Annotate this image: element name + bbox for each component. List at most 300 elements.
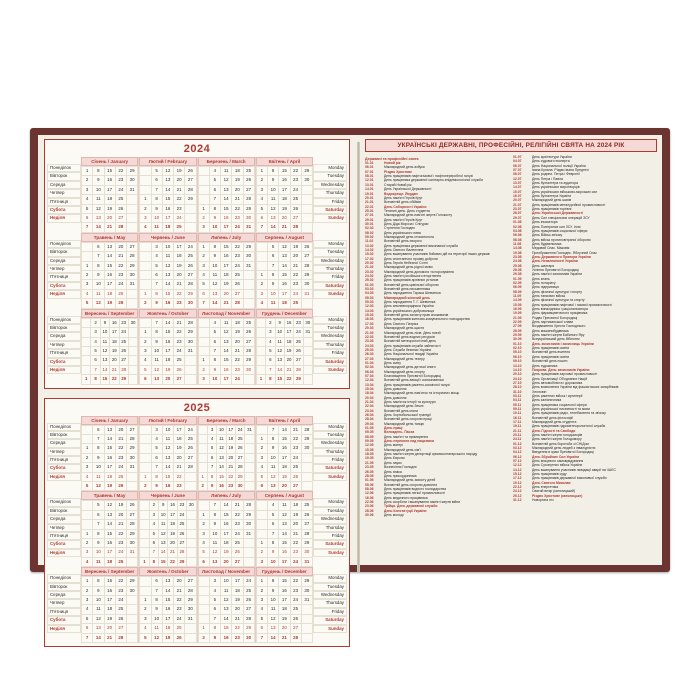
calendar-day-cell: 6 [266,356,275,365]
calendar-day-cell: 26 [185,167,196,176]
calendar-day-cell [187,548,196,557]
calendar-day-cell: 29 [294,375,303,384]
calendar-day-cell: 4 [140,356,151,365]
holiday-name: День Національної поліції України [532,163,586,168]
calendar-day-cell: 3 [198,223,209,232]
calendar-day-cell: 22 [115,261,126,270]
calendar-day-cell: 18 [162,356,173,365]
calendar-day-cell: 28 [127,252,138,261]
holiday-name: Новий рік [384,161,401,166]
holiday-date: 16.07 [513,194,522,199]
calendar-day-cell: 13 [162,176,173,185]
calendar-day-cell: 17 [110,328,119,337]
calendar-day-cell: 2 [140,481,151,490]
calendar-day-cell: 28 [232,299,243,308]
calendar-day-cell: 14 [162,185,173,194]
calendar-day-cell: 24 [119,328,128,337]
calendar-day-cell: 20 [232,185,243,194]
holiday-name: Всесвітній день пошти [532,359,568,364]
holidays-title: УКРАЇНСЬКІ ДЕРЖАВНІ, ПРОФЕСІЙНІ, РЕЛІГІЙНІ СВЯТА НА 2024 РІК [365,139,657,152]
calendar-day-cell: 11 [221,167,232,176]
calendar-day-cell: 12 [279,510,290,519]
calendar-day-cell: 9 [151,337,162,346]
calendar-day-cell: 24 [290,453,301,462]
calendar-day-cell [243,299,254,308]
calendar-day-cell: 17 [174,242,185,251]
calendar-day-cell: 24 [174,614,185,623]
calendar-day-cell [245,444,254,453]
calendar-day-cell: 27 [243,337,254,346]
calendar-day-cell: 1 [256,577,267,586]
calendar-day-cell: 26 [185,261,196,270]
holiday-date: 12.07 [513,176,522,181]
calendar-day-cell: 13 [221,185,232,194]
holiday-name: День скорботи і вшанування пам'яті жертв війни [384,499,460,504]
holiday-name: День медичного працівника [384,495,428,500]
holiday-date: 11.09 [513,294,522,298]
calendar-day-cell: 3 [266,328,275,337]
holiday-name: День Сил спеціальних операцій ЗСУ [532,215,590,220]
weekday-label: Wednesday [313,257,347,265]
holiday-name: День пам'яток історії та культури [384,400,436,404]
weekday-label: Недiля [47,549,81,557]
month-header: Травень / May [81,491,138,500]
calendar-day-cell: 29 [185,195,196,204]
weekday-label: П'ятниця [47,532,81,540]
calendar-day-cell: 15 [221,242,232,251]
holiday-name: Преображення Господнє. Яблучний Спас [532,250,597,255]
calendar-day-cell: 27 [185,577,196,586]
calendar-day-cell: 25 [174,223,185,232]
calendar-day-cell [301,204,312,213]
calendar-day-cell: 29 [301,167,312,176]
calendar-day-cell: 1 [140,289,151,298]
weekday-label: П'ятниця [47,198,81,206]
holiday-date: 23.11 [513,433,522,437]
calendar-day-cell: 10 [159,510,168,519]
calendar-day-cell: 10 [217,425,226,434]
calendar-day-cell: 29 [301,539,312,548]
calendar-day-cell [185,204,196,213]
calendar-day-cell: 16 [162,204,173,213]
calendar-day-cell: 1 [140,596,151,605]
weekday-label: Четвер [47,448,81,456]
holiday-date: 04.08 [513,228,522,233]
holiday-name: День хіміка [384,469,402,474]
month-grid [198,318,255,385]
calendar-day-cell: 26 [232,280,243,289]
holiday-date: 17.03 [365,321,374,326]
calendar-day-cell: 12 [162,261,173,270]
holiday-name: День Військ зв'язку [532,233,563,238]
holiday-name: Всесвітній день книги [384,408,418,413]
holiday-name: День танкових військ [532,294,566,298]
holiday-name: День сміху [384,360,401,365]
holiday-name: Міжнародний день лісів. День поезії [384,330,441,335]
calendar-day-cell: 23 [115,453,126,462]
holiday-date: 29.09 [513,333,522,338]
calendar-day-cell: 6 [209,185,220,194]
holiday-date: 07.07 [513,168,522,173]
calendar-day-cell: 13 [93,214,104,223]
weekday-label: Вiвторок [47,324,81,332]
calendar-day-cell: 1 [140,557,149,566]
holiday-name: Різдво Христове (католицьке) [532,493,583,498]
calendar-day-cell [82,356,91,365]
calendar-day-cell: 3 [91,328,100,337]
holiday-name: День інкасатора [532,220,558,225]
calendar-day-cell: 19 [168,529,177,538]
calendar-day-cell: 20 [226,453,235,462]
calendar-day-cell: 20 [174,453,185,462]
calendar-day-cell [128,328,137,337]
weekday-labels-ua [47,491,81,567]
holiday-date: 09.02 [365,234,374,239]
calendar-day-cell: 18 [279,195,290,204]
weekday-label: П'ятниця [47,456,81,464]
calendar-day-cell: 2 [82,453,93,462]
holiday-date: 28.09 [513,328,522,333]
holiday-name: День Петра і Павла [532,176,563,181]
holiday-name: День матері [384,443,403,448]
calendar-day-cell: 20 [104,624,115,633]
holiday-name: День архітектури України [532,155,572,159]
calendar-day-cell [198,434,207,443]
weekday-label: Wednesday [313,439,347,447]
holiday-date: 15.09 [513,302,522,307]
calendar-day-cell: 1 [82,529,93,538]
calendar-day-cell: 21 [279,223,290,232]
month-header: Січень / January [81,416,138,425]
holiday-name: Тетянин день. День студента [384,208,430,213]
calendar-day-cell: 28 [127,434,138,443]
holiday-name: Новорічна ніч [532,498,554,503]
calendar-day-cell [187,557,196,566]
calendar-day-cell: 26 [127,501,138,510]
holiday-name: Всесвітній день філософії [532,415,574,420]
calendar-day-cell: 19 [232,328,243,337]
calendar-day-cell: 3 [207,425,216,434]
holiday-name: Міжнародний день азбуки [384,165,425,170]
holiday-date: 20.10 [513,372,522,377]
calendar-day-cell [256,337,265,346]
calendar-day-cell [140,453,151,462]
calendar-day-cell: 20 [174,577,185,586]
holiday-date: 14.07 [513,185,522,190]
calendar-day-cell: 6 [268,520,279,529]
holiday-date: 13.04 [365,382,374,387]
calendar-day-cell [82,520,93,529]
holiday-date: 30.06 [365,512,374,517]
calendar-day-cell: 6 [151,577,162,586]
calendar-day-cell: 24 [177,510,186,519]
calendar-day-cell: 11 [268,463,279,472]
month-column [197,491,255,567]
calendar-day-cell: 13 [275,356,284,365]
month-column [197,233,255,309]
holiday-date: 09.10 [513,359,522,364]
calendar-day-cell: 11 [268,299,279,308]
calendar-day-cell: 6 [140,375,151,384]
calendar-day-cell: 2 [198,633,209,642]
calendar-day-cell: 14 [279,529,290,538]
holiday-date: 26.03 [365,352,374,357]
calendar-day-cell [128,346,137,355]
month-column [138,233,196,309]
calendar-day-cell: 21 [115,252,126,261]
calendar-day-cell: 3 [198,261,209,270]
calendar-day-cell: 3 [198,529,209,538]
holiday-date: 23.07 [513,207,522,212]
calendar-day-cell: 17 [104,463,115,472]
calendar-day-cell: 29 [127,261,138,270]
calendar-day-cell: 12 [159,529,168,538]
month-header: Липень / July [198,233,255,242]
calendar-day-cell: 19 [221,548,232,557]
calendar-day-cell: 16 [104,453,115,462]
calendar-day-cell: 7 [207,463,216,472]
weekday-label: Saturday [313,540,347,548]
holiday-date: 28.05 [365,473,374,478]
calendar-day-cell: 2 [198,520,209,529]
month-column [255,309,313,385]
holiday-name: День вшанування учасників бойових дій на території інших держав [384,252,490,257]
holidays-column-1 [365,155,509,517]
calendar-day-cell [127,289,138,298]
weekday-labels-en [313,309,347,385]
calendar-day-cell: 11 [221,318,232,327]
calendar-day-cell: 2 [82,271,93,280]
holiday-name: Трійця. День державної служби [384,504,438,509]
holiday-name: День працівників архівних установ [384,278,439,283]
holiday-name: Міжнародний день сім'ї [384,447,421,452]
calendar-day-cell: 5 [198,548,209,557]
holiday-date: 24.10 [513,376,522,381]
calendar-day-cell: 22 [168,557,177,566]
calendar-day-cell: 1 [198,242,209,251]
holiday-name: День Конституції України [384,508,427,513]
calendar-day-cell [198,596,209,605]
calendar-day-cell: 22 [110,375,119,384]
calendar-day-cell: 26 [115,204,126,213]
weekday-label: Понедiлок [47,423,81,431]
calendar-day-cell [198,195,209,204]
calendar-day-cell: 8 [266,375,275,384]
calendar-day-cell: 22 [115,577,126,586]
holiday-date: 28.08 [513,267,522,272]
calendar-day-cell: 6 [91,356,100,365]
calendar-day-cell: 6 [209,337,220,346]
holiday-name: День довкілля [384,386,407,391]
calendar-day-cell: 17 [104,280,115,289]
calendar-day-cell: 7 [209,195,220,204]
calendar-day-cell: 15 [279,271,290,280]
month-grid [139,425,196,492]
calendar-day-cell: 9 [151,299,162,308]
weekday-label: Tuesday [313,583,347,591]
calendar-day-cell: 29 [127,529,138,538]
calendar-day-cell: 28 [301,425,312,434]
calendar-day-cell: 25 [232,539,243,548]
holiday-date: 14.08 [513,246,522,251]
calendar-day-cell: 25 [119,337,128,346]
calendar-day-cell [187,510,196,519]
holiday-name: День українського добровольця [384,308,435,313]
calendar-day-cell: 7 [256,633,267,642]
calendar-day-cell: 16 [221,252,232,261]
calendar-day-cell: 22 [284,375,293,384]
calendar-day-cell [243,539,254,548]
calendar-day-cell: 24 [232,529,243,538]
calendar-day-cell: 7 [198,299,209,308]
calendar-day-cell: 9 [268,176,279,185]
calendar-day-cell [301,605,312,614]
holiday-date: 14.03 [365,308,374,313]
weekday-label: Thursday [313,341,347,349]
calendar-day-cell: 30 [127,586,138,595]
holiday-section-header: Державні та професійні свята [365,156,419,161]
calendar-day-cell: 24 [290,185,301,194]
calendar-day-cell: 19 [174,261,185,270]
holiday-name: День Служби безпеки України [384,347,432,352]
holiday-date: 17.12 [513,476,522,481]
holiday-name: День Державного Прапора України [532,254,591,259]
holiday-name: День працівників гідрометеорологічної служби [532,424,606,429]
weekday-label: Tuesday [313,431,347,439]
holiday-date: 01.09 [513,276,522,281]
month-header: Серпень / August [256,233,313,242]
holiday-date: 08.09 [513,289,522,294]
calendar-day-cell [245,453,254,462]
calendar-day-cell [198,586,209,595]
calendar-day-cell: 11 [93,195,104,204]
calendar-day-cell: 11 [209,271,220,280]
calendar-day-cell [198,605,209,614]
calendar-day-cell: 29 [243,242,254,251]
holiday-name: День народження Тараса Шевченка [384,291,441,296]
calendar-day-cell [256,356,265,365]
calendar-day-cell: 19 [221,280,232,289]
calendar-day-cell: 20 [290,252,301,261]
calendar-day-cell: 18 [168,520,177,529]
holiday-date: 15.12 [513,472,522,477]
calendar-day-cell: 27 [290,481,301,490]
calendar-day-cell: 11 [100,337,109,346]
holiday-date: 20.03 [365,326,374,331]
weekday-label: Sunday [313,549,347,557]
month-header: Березень / March [198,416,255,425]
calendar-day-cell: 3 [82,280,93,289]
calendar-day-cell: 16 [279,444,290,453]
calendar-day-cell: 31 [127,463,138,472]
calendar-day-cell: 17 [284,328,293,337]
weekday-label: Friday [313,532,347,540]
weekday-label: Вiвторок [47,172,81,180]
month-header: Вересень / September [81,309,138,318]
calendar-day-cell: 14 [221,614,232,623]
calendar-day-cell: 9 [268,444,279,453]
calendar-day-cell: 10 [275,328,284,337]
calendar-day-cell: 18 [110,337,119,346]
calendar-day-cell: 30 [301,586,312,595]
calendar-day-cell: 16 [279,586,290,595]
weekday-label: Friday [313,198,347,206]
calendar-day-cell [82,501,93,510]
calendar-day-cell: 14 [221,195,232,204]
calendar-day-cell: 25 [115,557,126,566]
calendar-day-cell: 23 [232,520,243,529]
calendar-day-cell: 14 [217,463,226,472]
holiday-date: 21.01 [365,200,374,205]
holiday-name: День працівника державної санітарно-епідеміологічної служби [384,178,483,183]
holiday-date: 19.12 [513,480,522,485]
holiday-name: День знань [532,276,550,281]
calendar-day-cell: 14 [221,501,232,510]
calendar-day-cell: 18 [284,337,293,346]
holiday-name: День Сухопутних військ України [532,463,583,468]
calendar-day-cell [82,328,91,337]
holiday-date: 23.04 [365,408,374,413]
calendar-day-cell [82,337,91,346]
calendar-day-cell [140,529,149,538]
holiday-name: День українських миротворців [532,185,580,190]
calendar-day-cell [140,318,151,327]
weekday-label: Недiля [47,214,81,222]
calendar-day-cell: 15 [162,328,173,337]
holiday-name: Хелловін [532,389,547,394]
calendar-day-cell: 24 [115,185,126,194]
calendar-day-cell: 20 [279,624,290,633]
holiday-date: 14.09 [513,298,522,303]
calendar-day-cell [185,214,196,223]
calendar-day-cell [301,185,312,194]
calendar-day-cell: 24 [174,346,185,355]
month-column [197,157,255,233]
month-header: Червень / June [139,233,196,242]
calendar-day-cell [127,195,138,204]
calendar-day-cell: 7 [93,252,104,261]
calendar-day-cell [198,425,207,434]
calendar-day-cell [185,472,196,481]
calendar-day-cell: 3 [256,289,267,298]
calendar-day-cell: 4 [82,289,93,298]
calendar-day-cell: 5 [93,501,104,510]
calendar-day-cell: 8 [93,577,104,586]
holiday-date: 13.02 [365,243,374,248]
calendar-day-cell: 13 [268,624,279,633]
calendar-day-cell [140,185,151,194]
calendar-day-cell [185,356,196,365]
calendar-day-cell [303,337,312,346]
calendar-day-cell: 7 [91,365,100,374]
calendar-day-cell: 24 [294,328,303,337]
calendar-day-cell [303,346,312,355]
calendar-day-cell: 15 [104,167,115,176]
calendar-day-cell: 12 [275,346,284,355]
calendar-day-cell: 20 [115,242,126,251]
holiday-date: 01.12 [513,441,522,446]
calendar-day-cell: 29 [243,356,254,365]
calendar-day-cell: 26 [174,633,185,642]
holiday-date: 02.04 [365,365,374,370]
calendar-day-cell [140,271,151,280]
calendar-day-cell [198,176,209,185]
calendar-day-cell: 17 [221,261,232,270]
calendar-day-cell: 6 [209,605,220,614]
calendar-day-cell: 27 [185,453,196,462]
calendar-day-cell: 16 [279,280,290,289]
calendar-day-cell: 17 [221,223,232,232]
